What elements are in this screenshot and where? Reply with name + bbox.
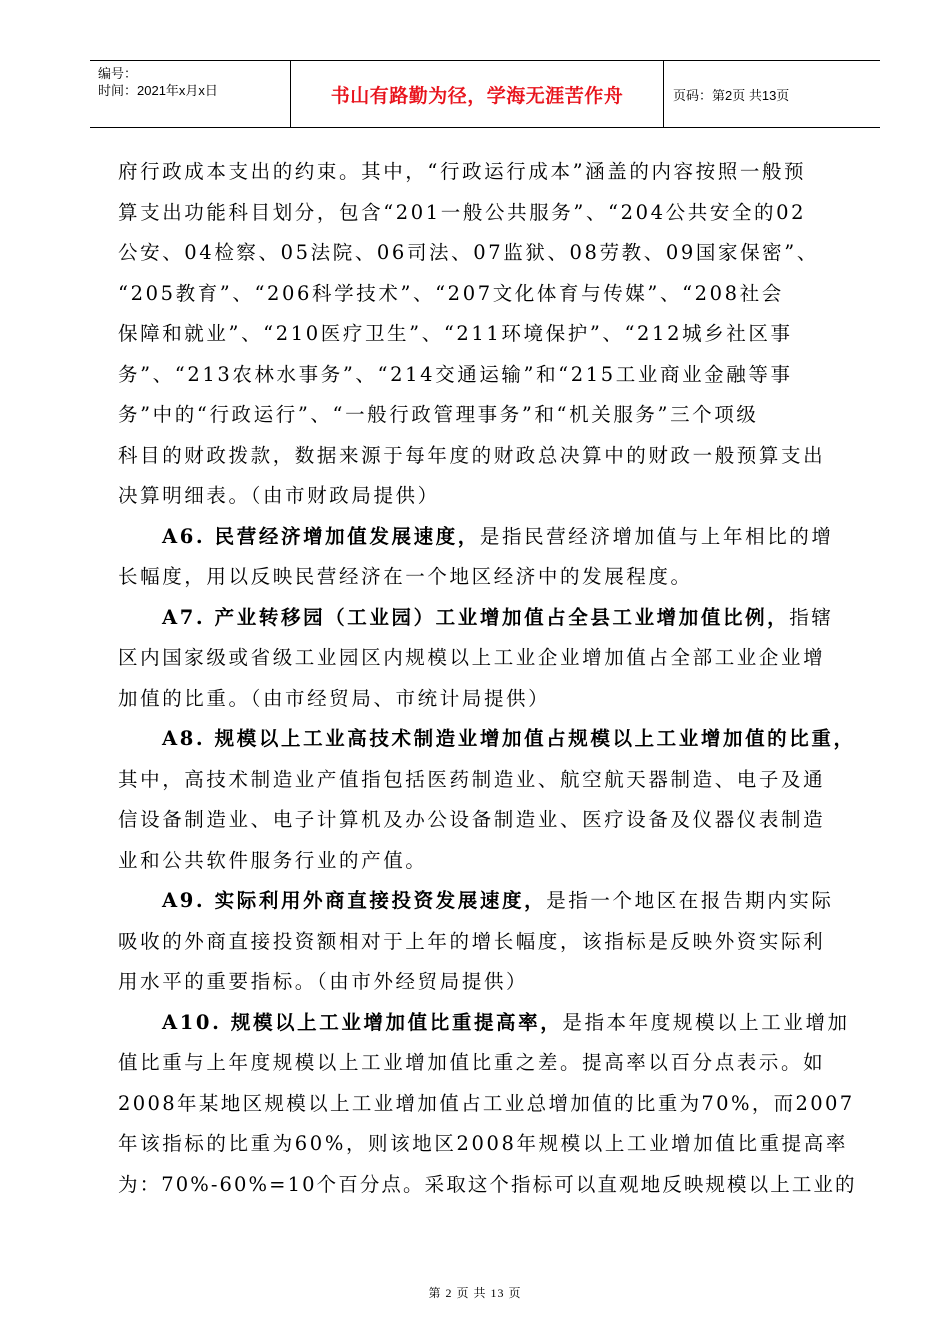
text-line: 信设备制造业、电子计算机及办公设备制造业、医疗设备及仪器仪表制造 [118,808,826,831]
text-line: 务”中的“行政运行”、“一般行政管理事务”和“机关服务”三个项级 [118,403,759,426]
text-line: “205教育”、“206科学技术”、“207文化体育与传媒”、“208社会 [118,281,784,305]
a7-heading: A7. 产业转移园（工业园）工业增加值占全县工业增加值比例， [162,605,790,629]
text-line: 决算明细表。（由市财政局提供） [118,484,440,507]
header-meta [90,61,291,127]
text-line: 为：70%-60%=10个百分点。采取这个指标可以直观地反映规模以上工业的 [118,1172,857,1196]
a10-heading: A10. 规模以上工业增加值比重提高率， [162,1010,563,1034]
text-line: 其中，高技术制造业产值指包括医药制造业、航空航天器制造、电子及通 [118,767,826,791]
page-footer: 第 2 页 共 13 页 [428,1286,522,1300]
text-line: 吸收的外商直接投资额相对于上年的增长幅度，该指标是反映外资实际利 [118,929,826,953]
a6-text: 是指民营经济增加值与上年相比的增 [479,524,834,548]
text-line: 加值的比重。（由市经贸局、市统计局提供） [118,686,551,710]
number-label: 编号： [98,66,138,81]
text-line: 公安、04检察、05法院、06司法、07监狱、08劳教、09国家保密”、 [118,241,819,264]
a9-text: 是指一个地区在报告期内实际 [546,889,834,912]
text-line: 区内国家级或省级工业园区内规模以上工业企业增加值占全部工业企业增 [118,646,826,669]
a8-heading: A8. 规模以上工业高技术制造业增加值占规模以上工业增加值的比重， [162,727,856,750]
paragraph-a6 [118,517,858,558]
text-line: 府行政成本支出的约束。其中，“行政运行成本”涵盖的内容按照一般预 [118,160,807,183]
a10-text: 是指本年度规模以上工业增加 [562,1010,850,1034]
paragraph-a10 [118,1003,858,1044]
text-line: 2008年某地区规模以上工业增加值占工业总增加值的比重为70%，而2007 [118,1091,855,1115]
header-motto: 书山有路勤为径，学海无涯苦作舟 [291,61,664,127]
header-page-number: 页码：第2页 共13页 [673,87,790,103]
text-line: 保障和就业”、“210医疗卫生”、“211环境保护”、“212城乡社区事 [118,322,793,345]
text-line: 算支出功能科目划分，包含“201一般公共服务”、“204公共安全的02 [118,200,807,224]
a7-text: 指辖 [789,605,834,629]
paragraph-a8 [118,719,858,760]
time-label: 时间：2021年x月x日 [98,83,218,98]
text-line: 务”、“213农林水事务”、“214交通运输”和“215工业商业金融等事 [118,362,793,386]
text-line: 年该指标的比重为60%，则该地区2008年规模以上工业增加值比重提高率 [118,1132,848,1155]
document-header [90,60,880,128]
a9-heading: A9. 实际利用外商直接投资发展速度， [162,889,547,912]
text-line: 用水平的重要指标。（由市外经贸局提供） [118,970,529,993]
paragraph-a9 [118,881,858,922]
text-line: 长幅度，用以反映民营经济在一个地区经济中的发展程度。 [118,565,693,588]
paragraph-a7 [118,598,858,639]
a6-heading: A6. 民营经济增加值发展速度， [162,524,480,548]
text-line: 业和公共软件服务行业的产值。 [118,848,428,872]
document-body [118,152,858,1205]
text-line: 值比重与上年度规模以上工业增加值比重之差。提高率以百分点表示。如 [118,1051,826,1074]
text-line: 科目的财政拨款，数据来源于每年度的财政总决算中的财政一般预算支出 [118,443,826,467]
